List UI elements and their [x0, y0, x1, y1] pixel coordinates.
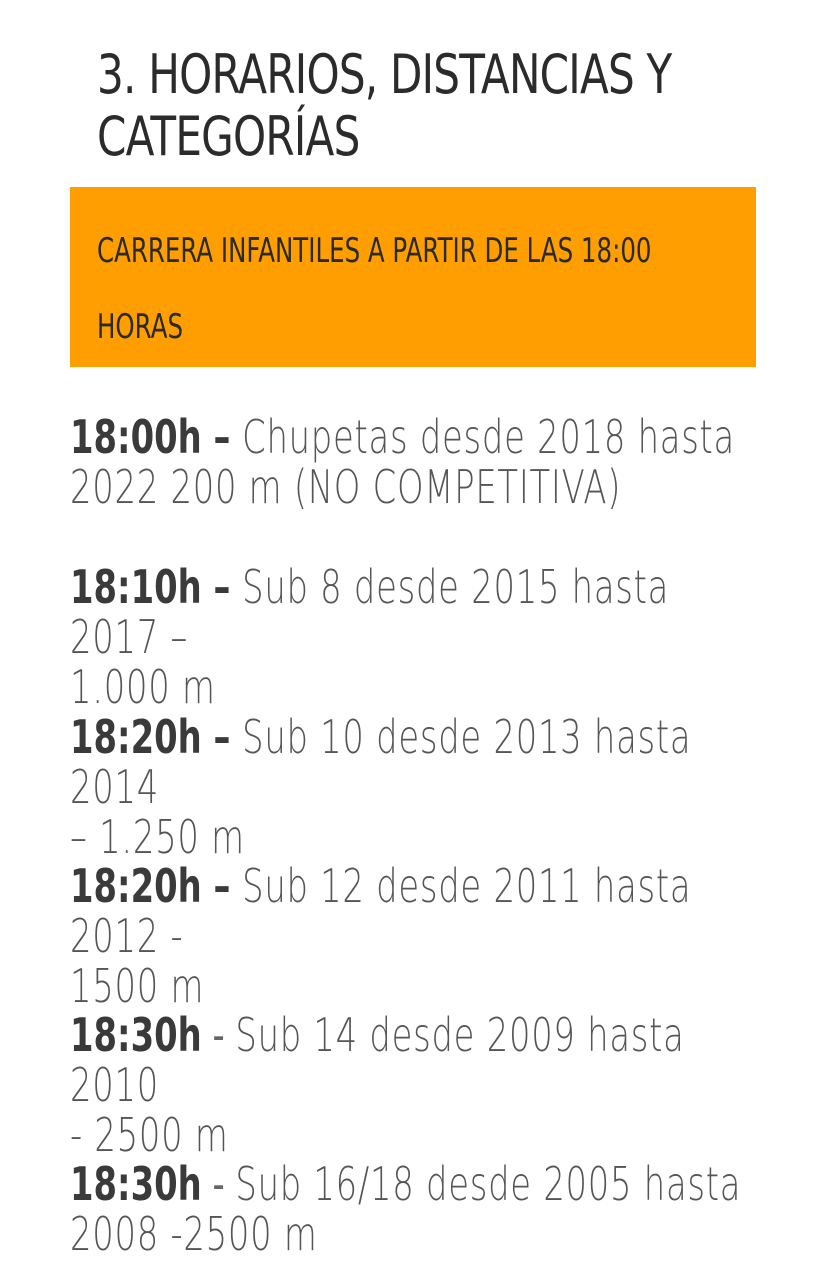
- schedule-description-cont: 1500 m: [70, 959, 205, 1013]
- schedule-item: [70, 1159, 746, 1259]
- schedule-description-cont: – 1.250 m: [70, 810, 245, 864]
- schedule-description: Sub 12 desde 2011 hasta 2012 -: [70, 859, 692, 963]
- schedule-time: 18:30h: [70, 1157, 202, 1211]
- schedule-description-cont: 2008 -2500 m: [70, 1207, 318, 1261]
- schedule-item: [70, 712, 746, 862]
- schedule-description-cont: 2022 200 m (NO COMPETITIVA): [70, 460, 622, 514]
- schedule-separator: –: [201, 710, 243, 764]
- schedule-time: 18:30h: [70, 1008, 202, 1062]
- schedule-item: [70, 1010, 746, 1160]
- schedule-description: Sub 16/18 desde 2005 hasta: [235, 1157, 742, 1211]
- schedule-description: Sub 8 desde 2015 hasta 2017 –: [70, 560, 670, 664]
- schedule-separator: -: [201, 1157, 236, 1211]
- schedule-description-cont: - 2500 m: [70, 1108, 229, 1162]
- schedule-item: [70, 562, 746, 712]
- schedule-time: 18:20h: [70, 859, 202, 913]
- schedule-description-cont: 1.000 m: [70, 660, 216, 714]
- schedule-time: 18:20h: [70, 710, 202, 764]
- banner-line1: CARRERA INFANTILES A PARTIR DE LAS 18:00: [97, 231, 652, 271]
- section-title-line1: 3. HORARIOS, DISTANCIAS Y: [97, 43, 672, 106]
- schedule-description: Chupetas desde 2018 hasta: [242, 410, 736, 464]
- schedule-description: Sub 10 desde 2013 hasta 2014: [70, 710, 692, 814]
- schedule-time: 18:00h: [70, 410, 202, 464]
- highlight-banner: [70, 187, 756, 367]
- section-title-line2: CATEGORÍAS: [97, 105, 360, 168]
- schedule-time: 18:10h: [70, 560, 202, 614]
- schedule-item: [70, 412, 746, 512]
- schedule-item: [70, 861, 746, 1011]
- banner-text: [97, 213, 687, 365]
- schedule-separator: –: [201, 560, 243, 614]
- banner-line2: HORAS: [97, 307, 183, 347]
- schedule-separator: –: [201, 859, 243, 913]
- schedule-separator: -: [201, 1008, 236, 1062]
- section-title: [97, 44, 737, 168]
- schedule-separator: –: [201, 410, 243, 464]
- schedule-description: Sub 14 desde 2009 hasta 2010: [70, 1008, 685, 1112]
